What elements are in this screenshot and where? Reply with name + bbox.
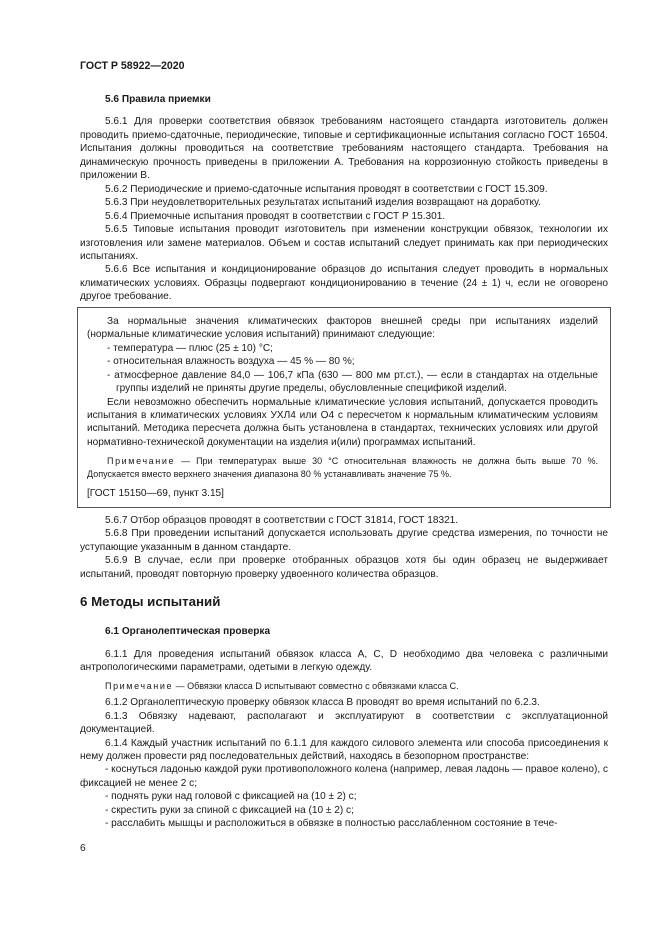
paragraph-5-6-8: 5.6.8 При проведении испытаний допускается использовать другие средства измерения, по точности не уступающие указанным в данном стандарте.: [80, 528, 608, 553]
page-number: 6: [80, 843, 86, 854]
list-item: - расслабить мышцы и расположиться в обвязке в полностью расслабленном состояние в тече-: [105, 818, 558, 830]
note-text: — При температурах выше 30 °С относительная влажность не должна быть выше 70 %. Допускается вместо верхнего значения диапазона 80 % устанавливать значение 75 %.: [87, 456, 598, 479]
section-6-1-heading: 6.1 Органолептическая проверка: [105, 626, 271, 638]
list-item: - скрестить руки за спиной с фиксацией на (10 ± 2) с;: [105, 804, 354, 816]
page-content: [80, 93, 608, 831]
box-list-item: - относительная влажность воздуха — 45 % — 80 %;: [107, 356, 355, 368]
paragraph-5-6-9: 5.6.9 В случае, если при проверке отобранных образцов хотя бы один образец не выдерживает испытаний, проводят повторную проверку удвоенного количества образцов.: [80, 555, 608, 580]
note-text: — Обвязки класса D испытывают совместно с обвязками класса С.: [173, 680, 459, 691]
list-item: - поднять руки над головой с фиксацией на (10 ± 2) с;: [105, 791, 357, 803]
paragraph-6-1-2: 6.1.2 Органолептическую проверку обвязок класса В проводят во время испытаний по 6.2.3.: [105, 697, 540, 709]
paragraph-5-6-4: 5.6.4 Приемочные испытания проводят в соответствии с ГОСТ Р 15.301.: [105, 210, 446, 222]
box-reference: [ГОСТ 15150—69, пункт 3.15]: [87, 487, 224, 499]
paragraph-6-1-3: 6.1.3 Обвязку надевают, располагают и эксплуатируют в соответствии с эксплуатационной документацией.: [80, 710, 608, 736]
box-paragraph: Если невозможно обеспечить нормальные климатические условия испытаний, допускается проводить испытания в климатических условиях УХЛ4 или О4 с пересчетом к нормальным климатическим условиям испытаний. Методика пересчета должна быть установлена в стандартах, технических условиях или другой нормативно-технической документации на изделия и(или) программах испытаний.: [87, 396, 598, 448]
note-label: Примечание: [107, 456, 176, 467]
document-code-header: ГОСТ Р 58922—2020: [80, 60, 185, 72]
box-list-item: - атмосферное давление 84,0 — 106,7 кПа (630 — 800 мм рт.ст.), — если в стандартах на отдельные группы изделий не приняты другие пределы, обусловленные спецификой изделий.: [107, 369, 598, 395]
paragraph-5-6-1: 5.6.1 Для проверки соответствия обвязок требованиям настоящего стандарта изготовитель должен проводить приемо-сдаточные, периодические, типовые и сертификационные испытания согласно ГОСТ 16504. Испытания должны проводиться на соответствие требованиям настоящего стандарта. Требования на динамическую прочность приведены в приложении А. Требования на коррозионную стойкость приведены в приложении В.: [80, 116, 608, 182]
note-label: Примечание: [105, 680, 174, 691]
climate-conditions-box: [77, 307, 611, 508]
section-5-6-heading: 5.6 Правила приемки: [105, 94, 211, 105]
box-note: [87, 455, 598, 480]
paragraph-5-6-2: 5.6.2 Периодические и приемо-сдаточные испытания проводят в соответствии с ГОСТ 15.309.: [105, 183, 548, 195]
section-6-heading: 6 Методы испытаний: [80, 594, 221, 610]
paragraph-5-6-3: 5.6.3 При неудовлетворительных результатах испытаний изделия возвращают на доработку.: [105, 197, 541, 209]
section-6-note: [80, 680, 608, 693]
box-list-item: - температура — плюс (25 ± 10) °С;: [107, 342, 273, 354]
box-intro: За нормальные значения климатических факторов внешней среды при испытаниях изделий (нормальные климатические условия испытаний) принимают следующие:: [87, 315, 598, 341]
paragraph-5-6-5: 5.6.5 Типовые испытания проводит изготовитель при изменении конструкции обвязок, технологии их изготовления или замене материалов. Объем и состав испытаний следует принимать как при периодических испытаниях.: [80, 224, 608, 262]
paragraph-5-6-7: 5.6.7 Отбор образцов проводят в соответствии с ГОСТ 31814, ГОСТ 18321.: [105, 514, 459, 526]
paragraph-6-1-4: 6.1.4 Каждый участник испытаний по 6.1.1 для каждого силового элемента или способа присоединения к нему должен провести ряд последовательных действий, находясь в безопорном пространстве:: [80, 737, 608, 762]
paragraph-6-1-1: 6.1.1 Для проведения испытаний обвязок класса А, С, D необходимо два человека с различными антропологическими параметрами, одетыми в легкую одежду.: [80, 648, 608, 674]
paragraph-5-6-6: 5.6.6 Все испытания и кондиционирование образцов до испытания следует проводить в нормальных климатических условиях. Образцы подвергают кондиционированию в течение (24 ± 1) ч, если не оговорено другое требование.: [80, 264, 608, 303]
list-item: - коснуться ладонью каждой руки противоположного колена (например, левая ладонь — правое колено), с фиксацией не менее 2 с;: [80, 764, 608, 789]
